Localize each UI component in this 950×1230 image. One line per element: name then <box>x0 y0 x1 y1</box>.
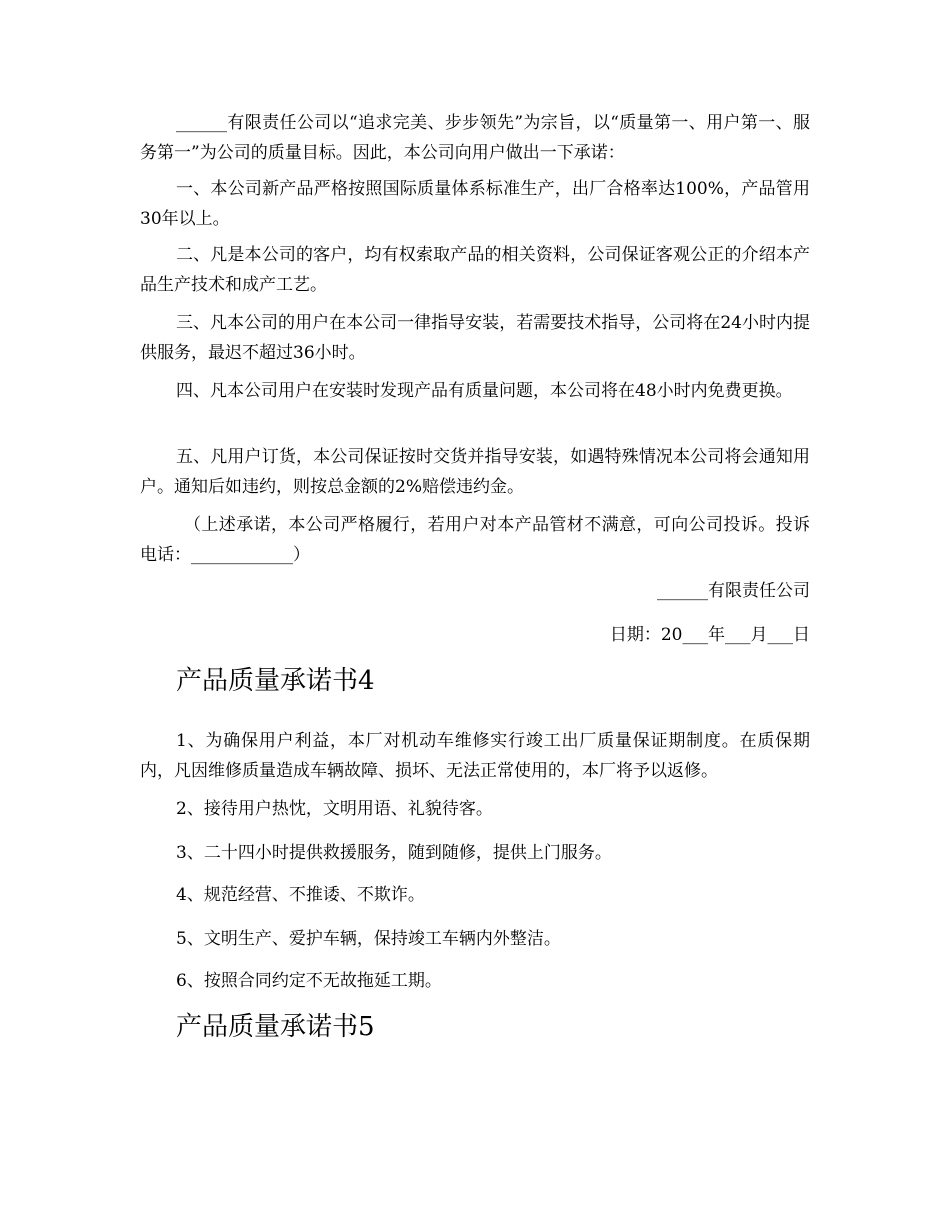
section-4-item-5: 5、文明生产、爱护车辆，保持竣工车辆内外整洁。 <box>176 929 561 949</box>
section-4-item-2: 2、接待用户热忱，文明用语、礼貌待客。 <box>176 799 493 819</box>
intro-paragraph: ______有限责任公司以“追求完美、步步领先”为宗旨，以“质量第一、用户第一、服务第一”为公司的质量目标。因此，本公司向用户做出一下承诺： <box>140 113 810 163</box>
commitment-4: 四、凡本公司用户在安装时发现产品有质量问题，本公司将在48小时内免费更换。 <box>176 381 793 401</box>
complaint-note: （上述承诺，本公司严格履行，若用户对本产品管材不满意，可向公司投诉。投诉电话：____________） <box>140 515 810 565</box>
commitment-2: 二、凡是本公司的客户，均有权索取产品的相关资料，公司保证客观公正的介绍本产品生产技术和成产工艺。 <box>140 245 810 295</box>
commitment-1: 一、本公司新产品严格按照国际质量体系标准生产，出厂合格率达100%，产品管用30年以上。 <box>140 179 810 229</box>
section-4-item-4: 4、规范经营、不推诿、不欺诈。 <box>176 885 425 905</box>
section-5-title: 产品质量承诺书5 <box>176 1012 375 1042</box>
section-4-item-1: 1、为确保用户利益，本厂对机动车维修实行竣工出厂质量保证期制度。在质保期内，凡因维修质量造成车辆故障、损坏、无法正常使用的，本厂将予以返修。 <box>140 731 810 781</box>
section-4-title: 产品质量承诺书4 <box>176 666 375 696</box>
commitment-5: 五、凡用户订货，本公司保证按时交货并指导安装，如遇特殊情况本公司将会通知用户。通知后如违约，则按总金额的2%赔偿违约金。 <box>140 447 810 497</box>
commitment-3: 三、凡本公司的用户在本公司一律指导安装，若需要技术指导，公司将在24小时内提供服务，最迟不超过36小时。 <box>140 313 810 363</box>
section-4-item-3: 3、二十四小时提供救援服务，随到随修，提供上门服务。 <box>176 843 612 863</box>
section-4-item-6: 6、按照合同约定不无故拖延工期。 <box>176 971 442 991</box>
signature-company: ______有限责任公司 <box>657 581 810 601</box>
signature-date: 日期：20___年___月___日 <box>609 625 810 645</box>
